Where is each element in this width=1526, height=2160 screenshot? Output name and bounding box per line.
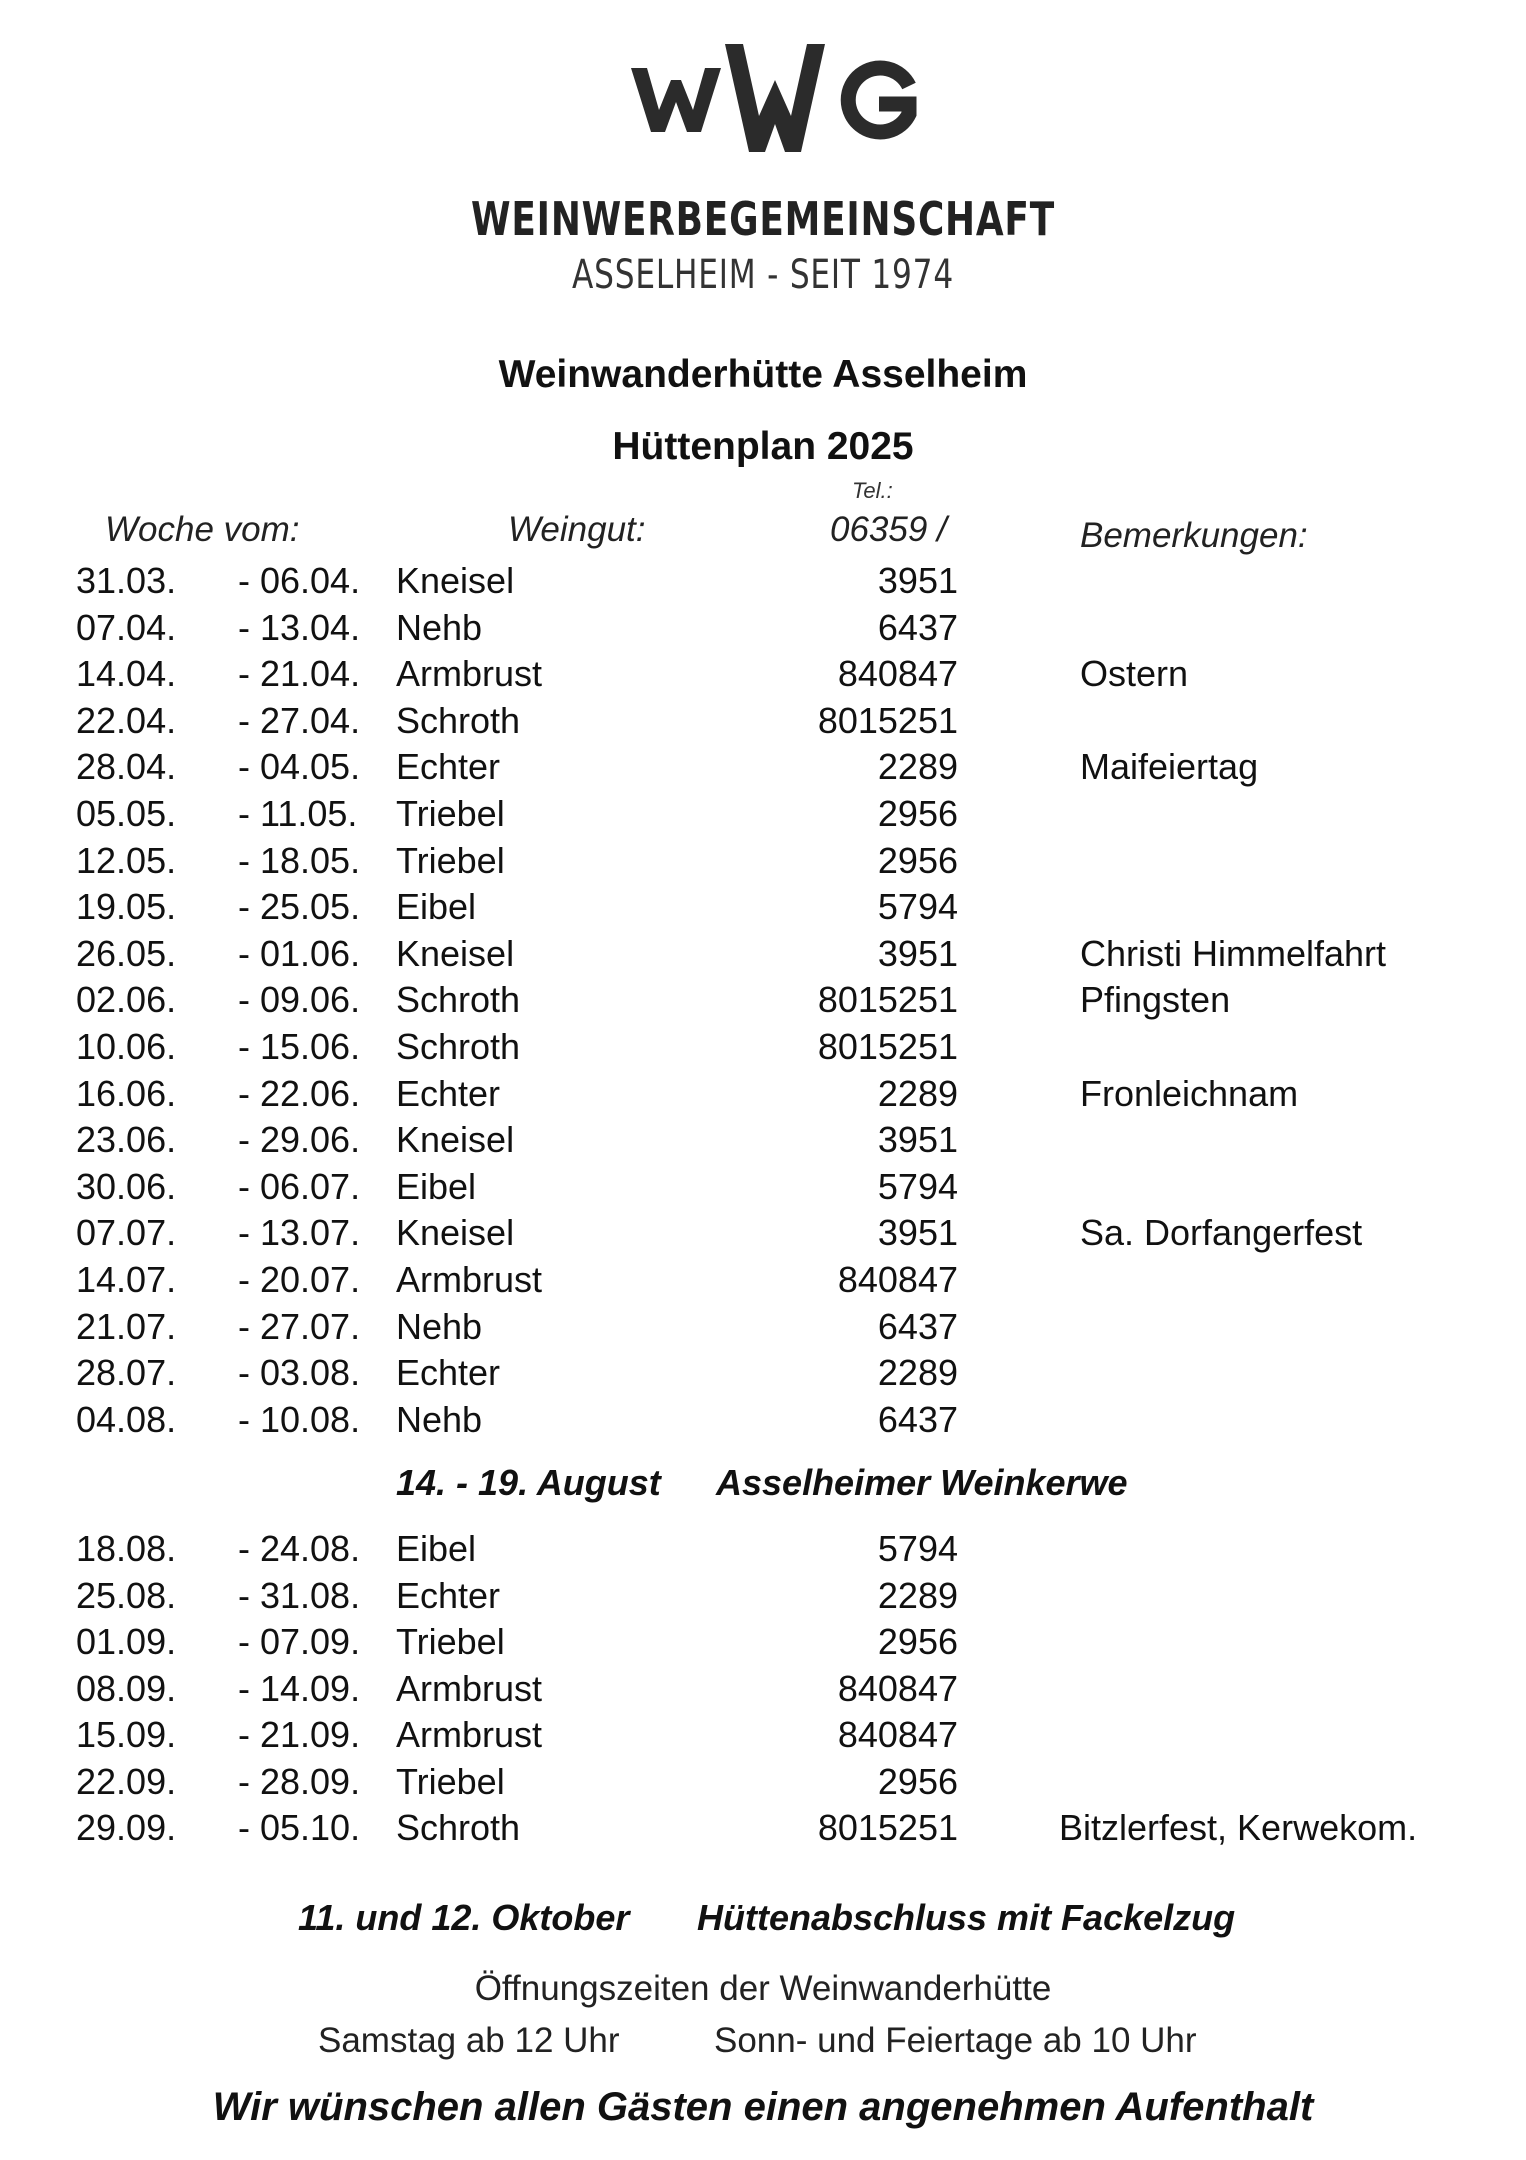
header-week: Woche vom: (105, 510, 300, 549)
week-end: - 20.07. (238, 1259, 361, 1300)
opening-sunday: Sonn- und Feiertage ab 10 Uhr (714, 2021, 1197, 2060)
header-remarks: Bemerkungen: (1080, 516, 1308, 555)
winery-name: Kneisel (396, 932, 515, 974)
table-row (0, 1026, 1526, 1072)
week-start: 22.04. (76, 699, 177, 741)
remark: Bitzlerfest, Kerwekom. (1059, 1807, 1418, 1848)
event-huettenabschluss (0, 1897, 1526, 1943)
week-end: - 22.06. (238, 1072, 361, 1114)
table-row (0, 1212, 1526, 1258)
closing-message: Wir wünschen allen Gästen einen angenehmen Aufenthalt (212, 2085, 1314, 2129)
table-row (0, 653, 1526, 699)
phone-number: 3951 (877, 932, 958, 974)
week-end: - 21.09. (238, 1714, 361, 1755)
week-end: - 13.07. (238, 1212, 361, 1254)
table-row (0, 1621, 1526, 1667)
winery-name: Kneisel (396, 560, 515, 601)
table-row (0, 607, 1526, 653)
remark: Pfingsten (1080, 979, 1231, 1021)
winery-name: Triebel (396, 839, 505, 881)
header-winery: Weingut: (508, 510, 646, 549)
table-row (0, 793, 1526, 839)
table-row (0, 933, 1526, 979)
week-start: 07.04. (76, 606, 177, 648)
winery-name: Kneisel (396, 1119, 515, 1161)
phone-number: 2289 (877, 1072, 958, 1114)
week-start: 26.05. (76, 932, 177, 974)
week-end: - 27.07. (238, 1305, 361, 1347)
winery-name: Armbrust (396, 1714, 543, 1755)
winery-name: Schroth (396, 1807, 521, 1848)
phone-number: 2289 (877, 1352, 958, 1394)
organization-name: WEINWERBEGEMEINSCHAFT (471, 192, 1055, 246)
table-row (0, 1575, 1526, 1621)
winery-name: Armbrust (396, 1667, 543, 1709)
phone-number: 6437 (877, 1305, 958, 1347)
table-row (0, 1807, 1526, 1853)
remark: Maifeiertag (1080, 746, 1259, 788)
phone-number: 840847 (837, 1667, 958, 1709)
phone-number: 8015251 (817, 1807, 958, 1848)
phone-number: 2956 (877, 793, 958, 834)
week-end: - 09.06. (238, 979, 361, 1021)
week-start: 14.04. (76, 653, 177, 695)
winery-name: Triebel (396, 1760, 505, 1802)
week-start: 23.06. (76, 1119, 177, 1161)
winery-name: Eibel (396, 1528, 477, 1569)
event-huettenabschluss-name: Hüttenabschluss mit Fackelzug (697, 1897, 1236, 1938)
winery-name: Nehb (396, 1305, 483, 1347)
phone-number: 3951 (877, 1119, 958, 1161)
week-start: 10.06. (76, 1026, 177, 1067)
table-row (0, 1352, 1526, 1398)
week-end: - 31.08. (238, 1574, 361, 1616)
table-row (0, 979, 1526, 1025)
table-row (0, 1761, 1526, 1807)
week-end: - 04.05. (238, 746, 361, 788)
week-end: - 24.08. (238, 1528, 361, 1569)
remark: Christi Himmelfahrt (1080, 932, 1387, 974)
phone-number: 8015251 (817, 1026, 958, 1067)
week-end: - 29.06. (238, 1119, 361, 1161)
week-start: 18.08. (76, 1528, 177, 1569)
plan-title: Hüttenplan 2025 (612, 425, 914, 468)
phone-number: 2289 (877, 1574, 958, 1616)
phone-number: 3951 (877, 1212, 958, 1254)
week-start: 21.07. (76, 1305, 177, 1347)
week-end: - 25.05. (238, 886, 361, 928)
opening-hours-heading: Öffnungszeiten der Weinwanderhütte (474, 1969, 1052, 2008)
winery-name: Echter (396, 746, 501, 788)
wwg-logo (625, 40, 925, 156)
week-start: 02.06. (76, 979, 177, 1021)
winery-name: Armbrust (396, 653, 543, 695)
phone-number: 840847 (837, 1259, 958, 1300)
week-start: 01.09. (76, 1621, 177, 1662)
table-row (0, 1259, 1526, 1305)
week-end: - 06.07. (238, 1165, 361, 1207)
remark: Fronleichnam (1080, 1072, 1299, 1114)
week-start: 19.05. (76, 886, 177, 928)
opening-saturday: Samstag ab 12 Uhr (318, 2021, 620, 2060)
week-end: - 21.04. (238, 653, 361, 695)
week-start: 08.09. (76, 1667, 177, 1709)
page-title: Weinwanderhütte Asselheim (498, 353, 1028, 396)
winery-name: Eibel (396, 886, 477, 928)
phone-number: 6437 (877, 1398, 958, 1440)
week-end: - 15.06. (238, 1026, 361, 1067)
table-row (0, 1668, 1526, 1714)
phone-number: 3951 (877, 560, 958, 601)
week-start: 07.07. (76, 1212, 177, 1254)
table-row (0, 1714, 1526, 1760)
week-end: - 03.08. (238, 1352, 361, 1394)
organization-subtitle: ASSELHEIM - SEIT 1974 (572, 252, 954, 298)
winery-name: Kneisel (396, 1212, 515, 1254)
week-end: - 01.06. (238, 932, 361, 974)
week-start: 14.07. (76, 1259, 177, 1300)
week-start: 28.07. (76, 1352, 177, 1394)
week-end: - 11.05. (238, 793, 358, 834)
week-start: 12.05. (76, 839, 177, 881)
phone-number: 840847 (837, 1714, 958, 1755)
table-row (0, 746, 1526, 792)
winery-name: Armbrust (396, 1259, 543, 1300)
header-tel-prefix: 06359 / (830, 510, 947, 549)
table-row (0, 886, 1526, 932)
winery-name: Schroth (396, 1026, 521, 1067)
table-row (0, 1528, 1526, 1574)
week-start: 25.08. (76, 1574, 177, 1616)
week-end: - 06.04. (238, 560, 361, 601)
table-row (0, 1166, 1526, 1212)
winery-name: Eibel (396, 1165, 477, 1207)
week-end: - 10.08. (238, 1398, 361, 1440)
phone-number: 5794 (877, 1165, 958, 1207)
winery-name: Triebel (396, 1621, 505, 1662)
event-weinkerwe-name: Asselheimer Weinkerwe (716, 1462, 1128, 1503)
week-start: 16.06. (76, 1072, 177, 1114)
week-start: 05.05. (76, 793, 177, 834)
week-start: 04.08. (76, 1398, 177, 1440)
week-start: 28.04. (76, 746, 177, 788)
phone-number: 8015251 (817, 979, 958, 1021)
week-end: - 28.09. (238, 1760, 361, 1802)
week-start: 31.03. (76, 560, 177, 601)
tel-label: Tel.: (852, 478, 893, 503)
week-end: - 07.09. (238, 1621, 361, 1662)
event-weinkerwe-dates: 14. - 19. August (396, 1462, 661, 1503)
winery-name: Nehb (396, 606, 483, 648)
winery-name: Triebel (396, 793, 505, 834)
table-row (0, 1306, 1526, 1352)
week-start: 22.09. (76, 1760, 177, 1802)
week-end: - 05.10. (238, 1807, 361, 1848)
phone-number: 840847 (837, 653, 958, 695)
remark: Sa. Dorfangerfest (1080, 1212, 1363, 1254)
phone-number: 2956 (877, 1760, 958, 1802)
table-row (0, 560, 1526, 606)
winery-name: Echter (396, 1352, 501, 1394)
winery-name: Nehb (396, 1398, 483, 1440)
remark: Ostern (1080, 653, 1189, 695)
winery-name: Schroth (396, 699, 521, 741)
table-row (0, 1399, 1526, 1445)
phone-number: 6437 (877, 606, 958, 648)
week-start: 15.09. (76, 1714, 177, 1755)
phone-number: 2289 (877, 746, 958, 788)
phone-number: 5794 (877, 1528, 958, 1569)
week-end: - 18.05. (238, 839, 361, 881)
phone-number: 8015251 (817, 699, 958, 741)
winery-name: Echter (396, 1072, 501, 1114)
winery-name: Schroth (396, 979, 521, 1021)
week-end: - 13.04. (238, 606, 361, 648)
table-row (0, 1073, 1526, 1119)
winery-name: Echter (396, 1574, 501, 1616)
table-row (0, 840, 1526, 886)
event-huettenabschluss-dates: 11. und 12. Oktober (298, 1897, 630, 1938)
phone-number: 5794 (877, 886, 958, 928)
table-row (0, 700, 1526, 746)
event-weinkerwe (0, 1462, 1526, 1508)
week-end: - 14.09. (238, 1667, 361, 1709)
phone-number: 2956 (877, 1621, 958, 1662)
table-row (0, 1119, 1526, 1165)
phone-number: 2956 (877, 839, 958, 881)
week-end: - 27.04. (238, 699, 361, 741)
week-start: 29.09. (76, 1807, 177, 1848)
week-start: 30.06. (76, 1165, 177, 1207)
